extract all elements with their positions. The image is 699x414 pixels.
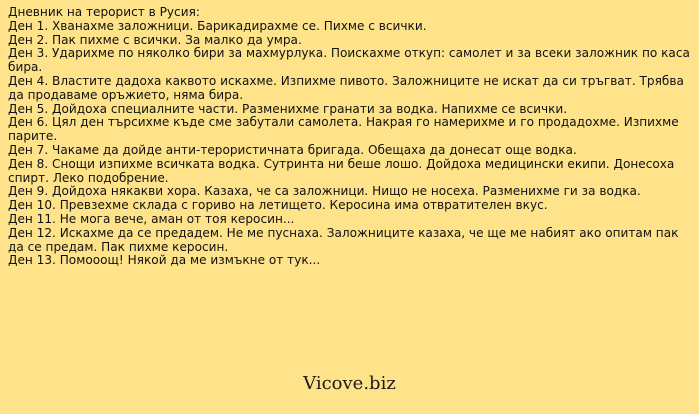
joke-line-day-11: Ден 11. Не мога вече, аман от тоя керосин... — [8, 211, 295, 226]
joke-line-day-1: Ден 1. Хванахме заложници. Барикадирахме се. Пихме с всички. — [8, 18, 427, 33]
joke-line-day-13: Ден 13. Помооощ! Някой да ме измъкне от тук... — [8, 253, 321, 268]
joke-line-day-4: Ден 4. Властите дадоха каквото искахме. Изпихме пивото. Заложниците не искат да си тръгват. Трябва да продаваме оръжието, няма бира. — [8, 73, 684, 102]
joke-title: Дневник на терорист в Русия: — [8, 5, 200, 19]
joke-line-day-12: Ден 12. Искахме да се предадем. Не ме пуснаха. Заложниците казаха, че ще ме набият ако опитам пак да се предам. Пак пихме керосин. — [8, 225, 679, 254]
joke-line-day-5: Ден 5. Дойдоха специалните части. Разменихме гранати за водка. Напихме се всички. — [8, 101, 568, 116]
joke-line-day-2: Ден 2. Пак пихме с всички. За малко да умра. — [8, 32, 302, 47]
joke-line-day-10: Ден 10. Превзехме склада с гориво на летището. Керосина има отвратителен вкус. — [8, 198, 548, 213]
joke-line-day-6: Ден 6. Цял ден търсихме къде сме забутали самолета. Накрая го намерихме и го продадохме. Изпихме парите. — [8, 115, 679, 144]
joke-text — [8, 6, 692, 268]
joke-line-day-9: Ден 9. Дойдоха някакви хора. Казаха, че са заложници. Нищо не носеха. Разменихме ги за водка. — [8, 184, 641, 199]
joke-line-day-3: Ден 3. Ударихме по няколко бири за махмурлука. Поискахме откуп: самолет и за всеки заложник по каса бира. — [8, 46, 690, 75]
joke-line-day-8: Ден 8. Снощи изпихме всичката водка. Сутринта ни беше лошо. Дойдоха медицински екипи. Донесоха спирт. Леко подобрение. — [8, 156, 675, 185]
site-watermark: Vicove.biz — [303, 373, 396, 394]
joke-line-day-7: Ден 7. Чакаме да дойде анти-терористичната бригада. Обещаха да донесат още водка. — [8, 142, 577, 157]
